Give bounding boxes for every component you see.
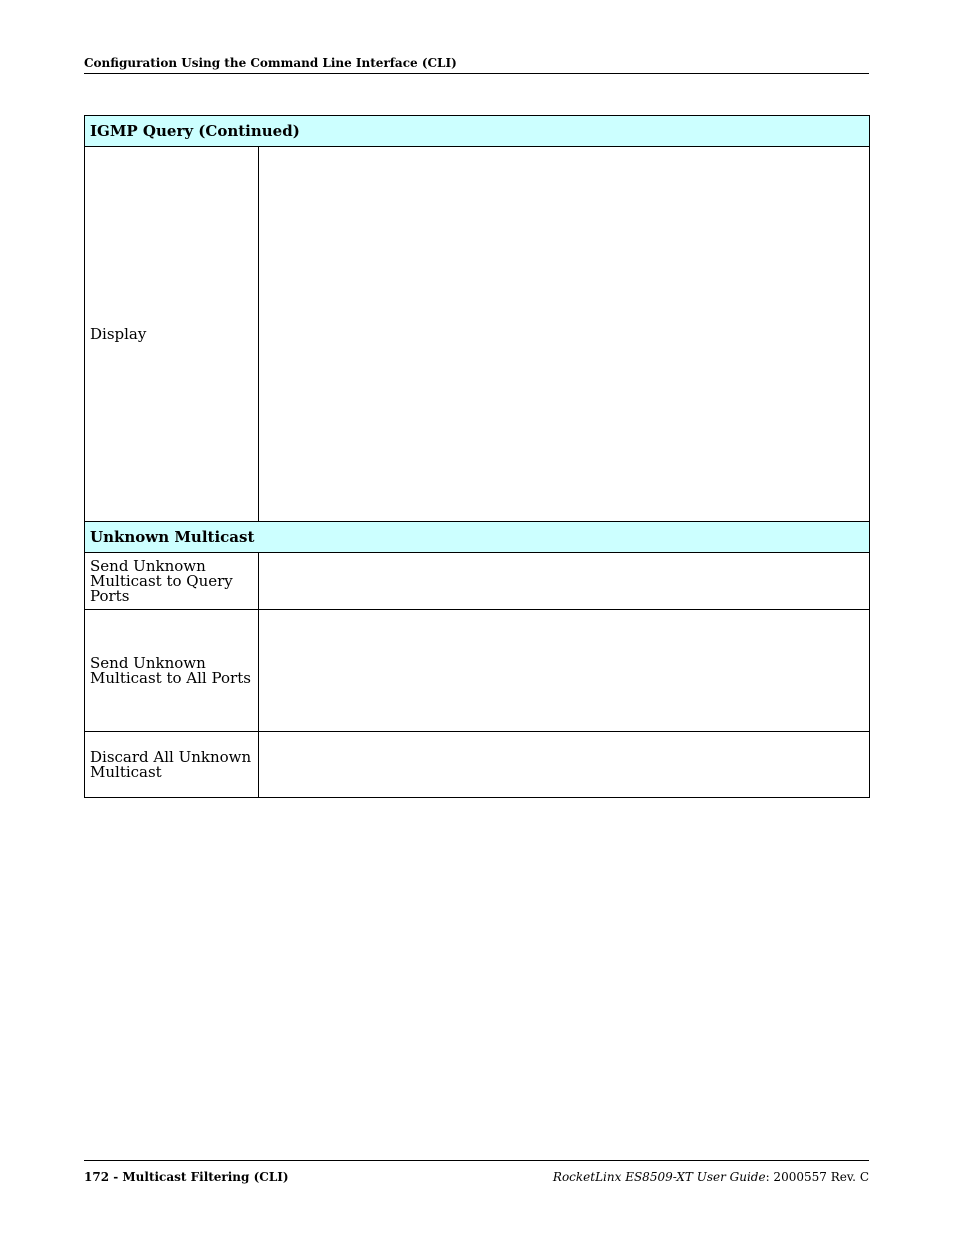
footer-page-info: 172 - Multicast Filtering (CLI) <box>84 1170 289 1184</box>
send-to-query-ports-label: Send Unknown Multicast to Query Ports <box>85 553 259 610</box>
igmp-query-section-title: IGMP Query (Continued) <box>85 116 870 147</box>
send-to-all-ports-row <box>85 610 870 732</box>
running-header: Configuration Using the Command Line Interface (CLI) <box>84 56 457 70</box>
footer-doc-number: : 2000557 Rev. C <box>765 1170 869 1184</box>
send-to-query-ports-row <box>85 553 870 610</box>
send-to-query-ports-description <box>259 553 870 610</box>
unknown-multicast-section-title: Unknown Multicast <box>85 522 870 553</box>
igmp-query-table <box>84 115 870 798</box>
discard-unknown-description <box>259 732 870 798</box>
discard-unknown-label: Discard All Unknown Multicast <box>85 732 259 798</box>
footer-guide-info <box>553 1170 869 1184</box>
header-divider <box>84 73 869 74</box>
footer-guide-title: RocketLinx ES8509-XT User Guide <box>552 1170 766 1184</box>
display-label: Display <box>85 147 259 522</box>
discard-unknown-row <box>85 732 870 798</box>
footer-divider <box>84 1160 869 1161</box>
igmp-query-section-row <box>85 116 870 147</box>
display-row <box>85 147 870 522</box>
unknown-multicast-section-row <box>85 522 870 553</box>
display-description <box>259 147 870 522</box>
send-to-all-ports-description <box>259 610 870 732</box>
send-to-all-ports-label: Send Unknown Multicast to All Ports <box>85 610 259 732</box>
